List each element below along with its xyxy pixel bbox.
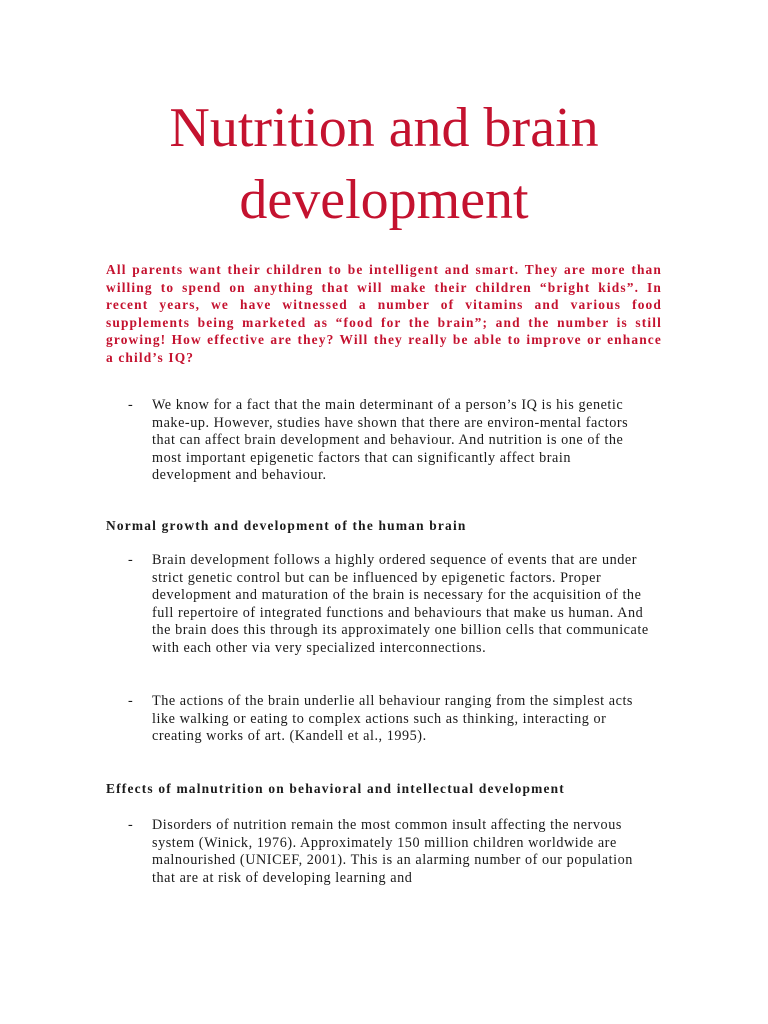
section-heading-normal-growth: Normal growth and development of the human brain (106, 518, 467, 533)
bullet-marker: - (128, 817, 134, 833)
bullet-item-genetics (128, 397, 668, 487)
bullet-item-brain-development (128, 552, 668, 677)
bullet-marker: - (128, 693, 134, 709)
bullet-text: Brain development follows a highly ordered sequence of events that are under strict genetic control but can be influenced by epigenetic factors. Proper development and maturation of the brain is necessary for the acquisition of the full repertoire of integrated functions and behaviours that make us human. And the brain does this through its approximately one billion cells that communicate with each other via very specialized interconnections. (152, 552, 649, 656)
bullet-item-nutrition-disorders (128, 817, 668, 892)
bullet-marker: - (128, 397, 134, 413)
bullet-text: Disorders of nutrition remain the most common insult affecting the nervous system (Winick, 1976). Approximately 150 million children worldwide are malnourished (UNICEF, 2001). This is an alarming number of our population that are at risk of developing learning and (152, 817, 633, 886)
bullet-marker: - (128, 552, 134, 568)
bullet-text: The actions of the brain underlie all behaviour ranging from the simplest acts like walking or eating to complex actions such as thinking, interacting or creating works of art. (Kandell et al., 1995). (152, 693, 634, 745)
bullet-item-brain-actions (128, 693, 668, 748)
section-heading-malnutrition: Effects of malnutrition on behavioral and intellectual development (106, 781, 565, 796)
bullet-text: We know for a fact that the main determinant of a person’s IQ is his genetic make-up. However, studies have shown that there are environ-mental factors that can affect brain development and behaviour. And nutrition is one of the most important epigenetic factors that can significantly affect brain development and behaviour. (152, 397, 629, 484)
intro-paragraph: All parents want their children to be intelligent and smart. They are more than willing to spend on anything that will make their children “bright kids”. In recent years, we have witnessed a number of vitamins and various food supplements being marketed as “food for the brain”; and the number is still growing! How effective are they? Will they really be able to improve or enhance a child’s IQ? (106, 262, 662, 365)
document-title: Nutrition and brain development (169, 97, 599, 231)
